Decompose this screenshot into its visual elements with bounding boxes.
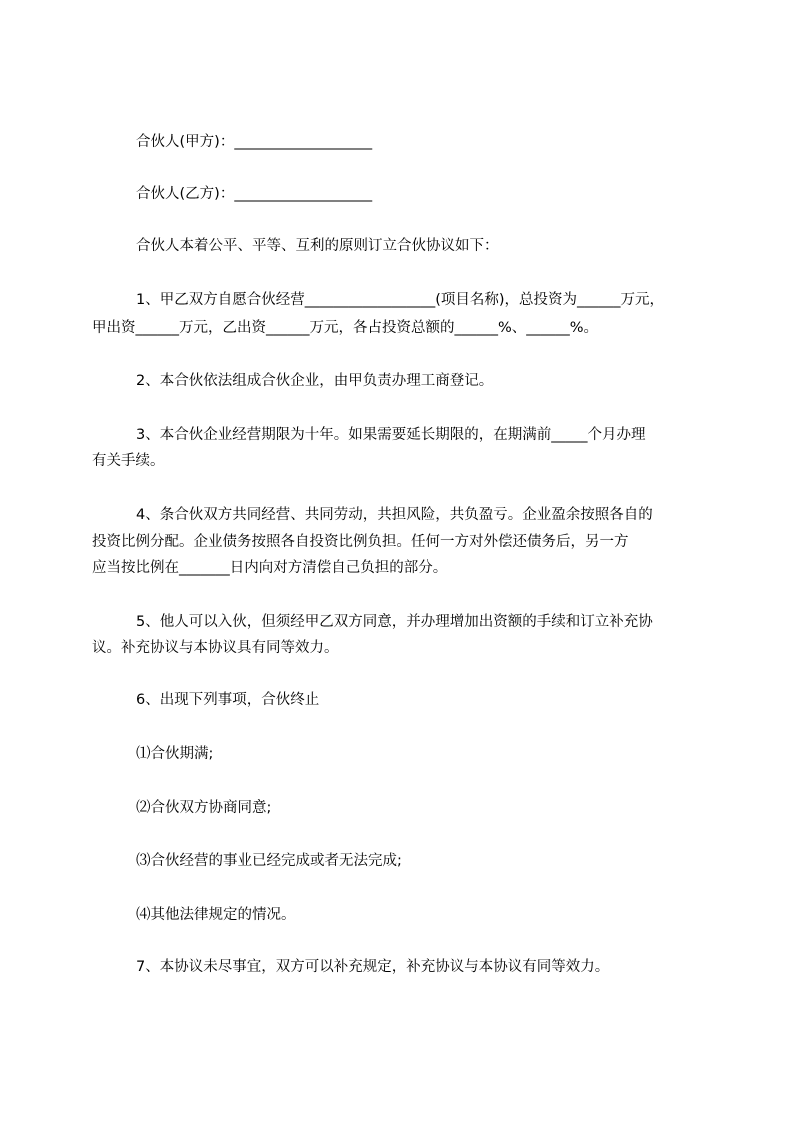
termination-item-4: ⑷其他法律规定的情况。 bbox=[136, 907, 296, 923]
clause-3-line-1: 3、本合伙企业经营期限为十年。如果需要延长期限的，在期满前_____个月办理 bbox=[136, 427, 646, 443]
clause-4-line-1: 4、条合伙双方共同经营、共同劳动，共担风险，共负盈亏。企业盈余按照各自的 bbox=[136, 507, 653, 523]
party-b-line: 合伙人(乙方)：___________________ bbox=[136, 186, 373, 202]
clause-7: 7、本协议未尽事宜，双方可以补充规定，补充协议与本协议有同等效力。 bbox=[136, 959, 610, 975]
termination-item-1: ⑴合伙期满; bbox=[136, 746, 214, 762]
clause-4-line-2: 投资比例分配。企业债务按照各自投资比例负担。任何一方对外偿还债务后，另一方 bbox=[92, 534, 629, 550]
clause-1-line-2: 甲出资______万元，乙出资______万元，各占投资总额的______%、______%。 bbox=[92, 320, 599, 336]
clause-6: 6、出现下列事项，合伙终止 bbox=[136, 692, 320, 708]
clause-4-line-3: 应当按比例在_______日内向对方清偿自己负担的部分。 bbox=[92, 560, 448, 576]
termination-item-2: ⑵合伙双方协商同意; bbox=[136, 800, 272, 816]
clause-2: 2、本合伙依法组成合伙企业，由甲负责办理工商登记。 bbox=[136, 373, 494, 389]
intro-paragraph: 合伙人本着公平、平等、互利的原则订立合伙协议如下： bbox=[136, 238, 499, 254]
party-a-line: 合伙人(甲方)：___________________ bbox=[136, 134, 373, 150]
termination-item-3: ⑶合伙经营的事业已经完成或者无法完成; bbox=[136, 853, 402, 869]
clause-5-line-1: 5、他人可以入伙，但须经甲乙双方同意，并办理增加出资额的手续和订立补充协 bbox=[136, 614, 653, 630]
clause-3-line-2: 有关手续。 bbox=[92, 453, 165, 469]
clause-5-line-2: 议。补充协议与本协议具有同等效力。 bbox=[92, 640, 339, 656]
clause-1-line-1: 1、甲乙双方自愿合伙经营__________________(项目名称)，总投资为______万元， bbox=[136, 292, 665, 308]
